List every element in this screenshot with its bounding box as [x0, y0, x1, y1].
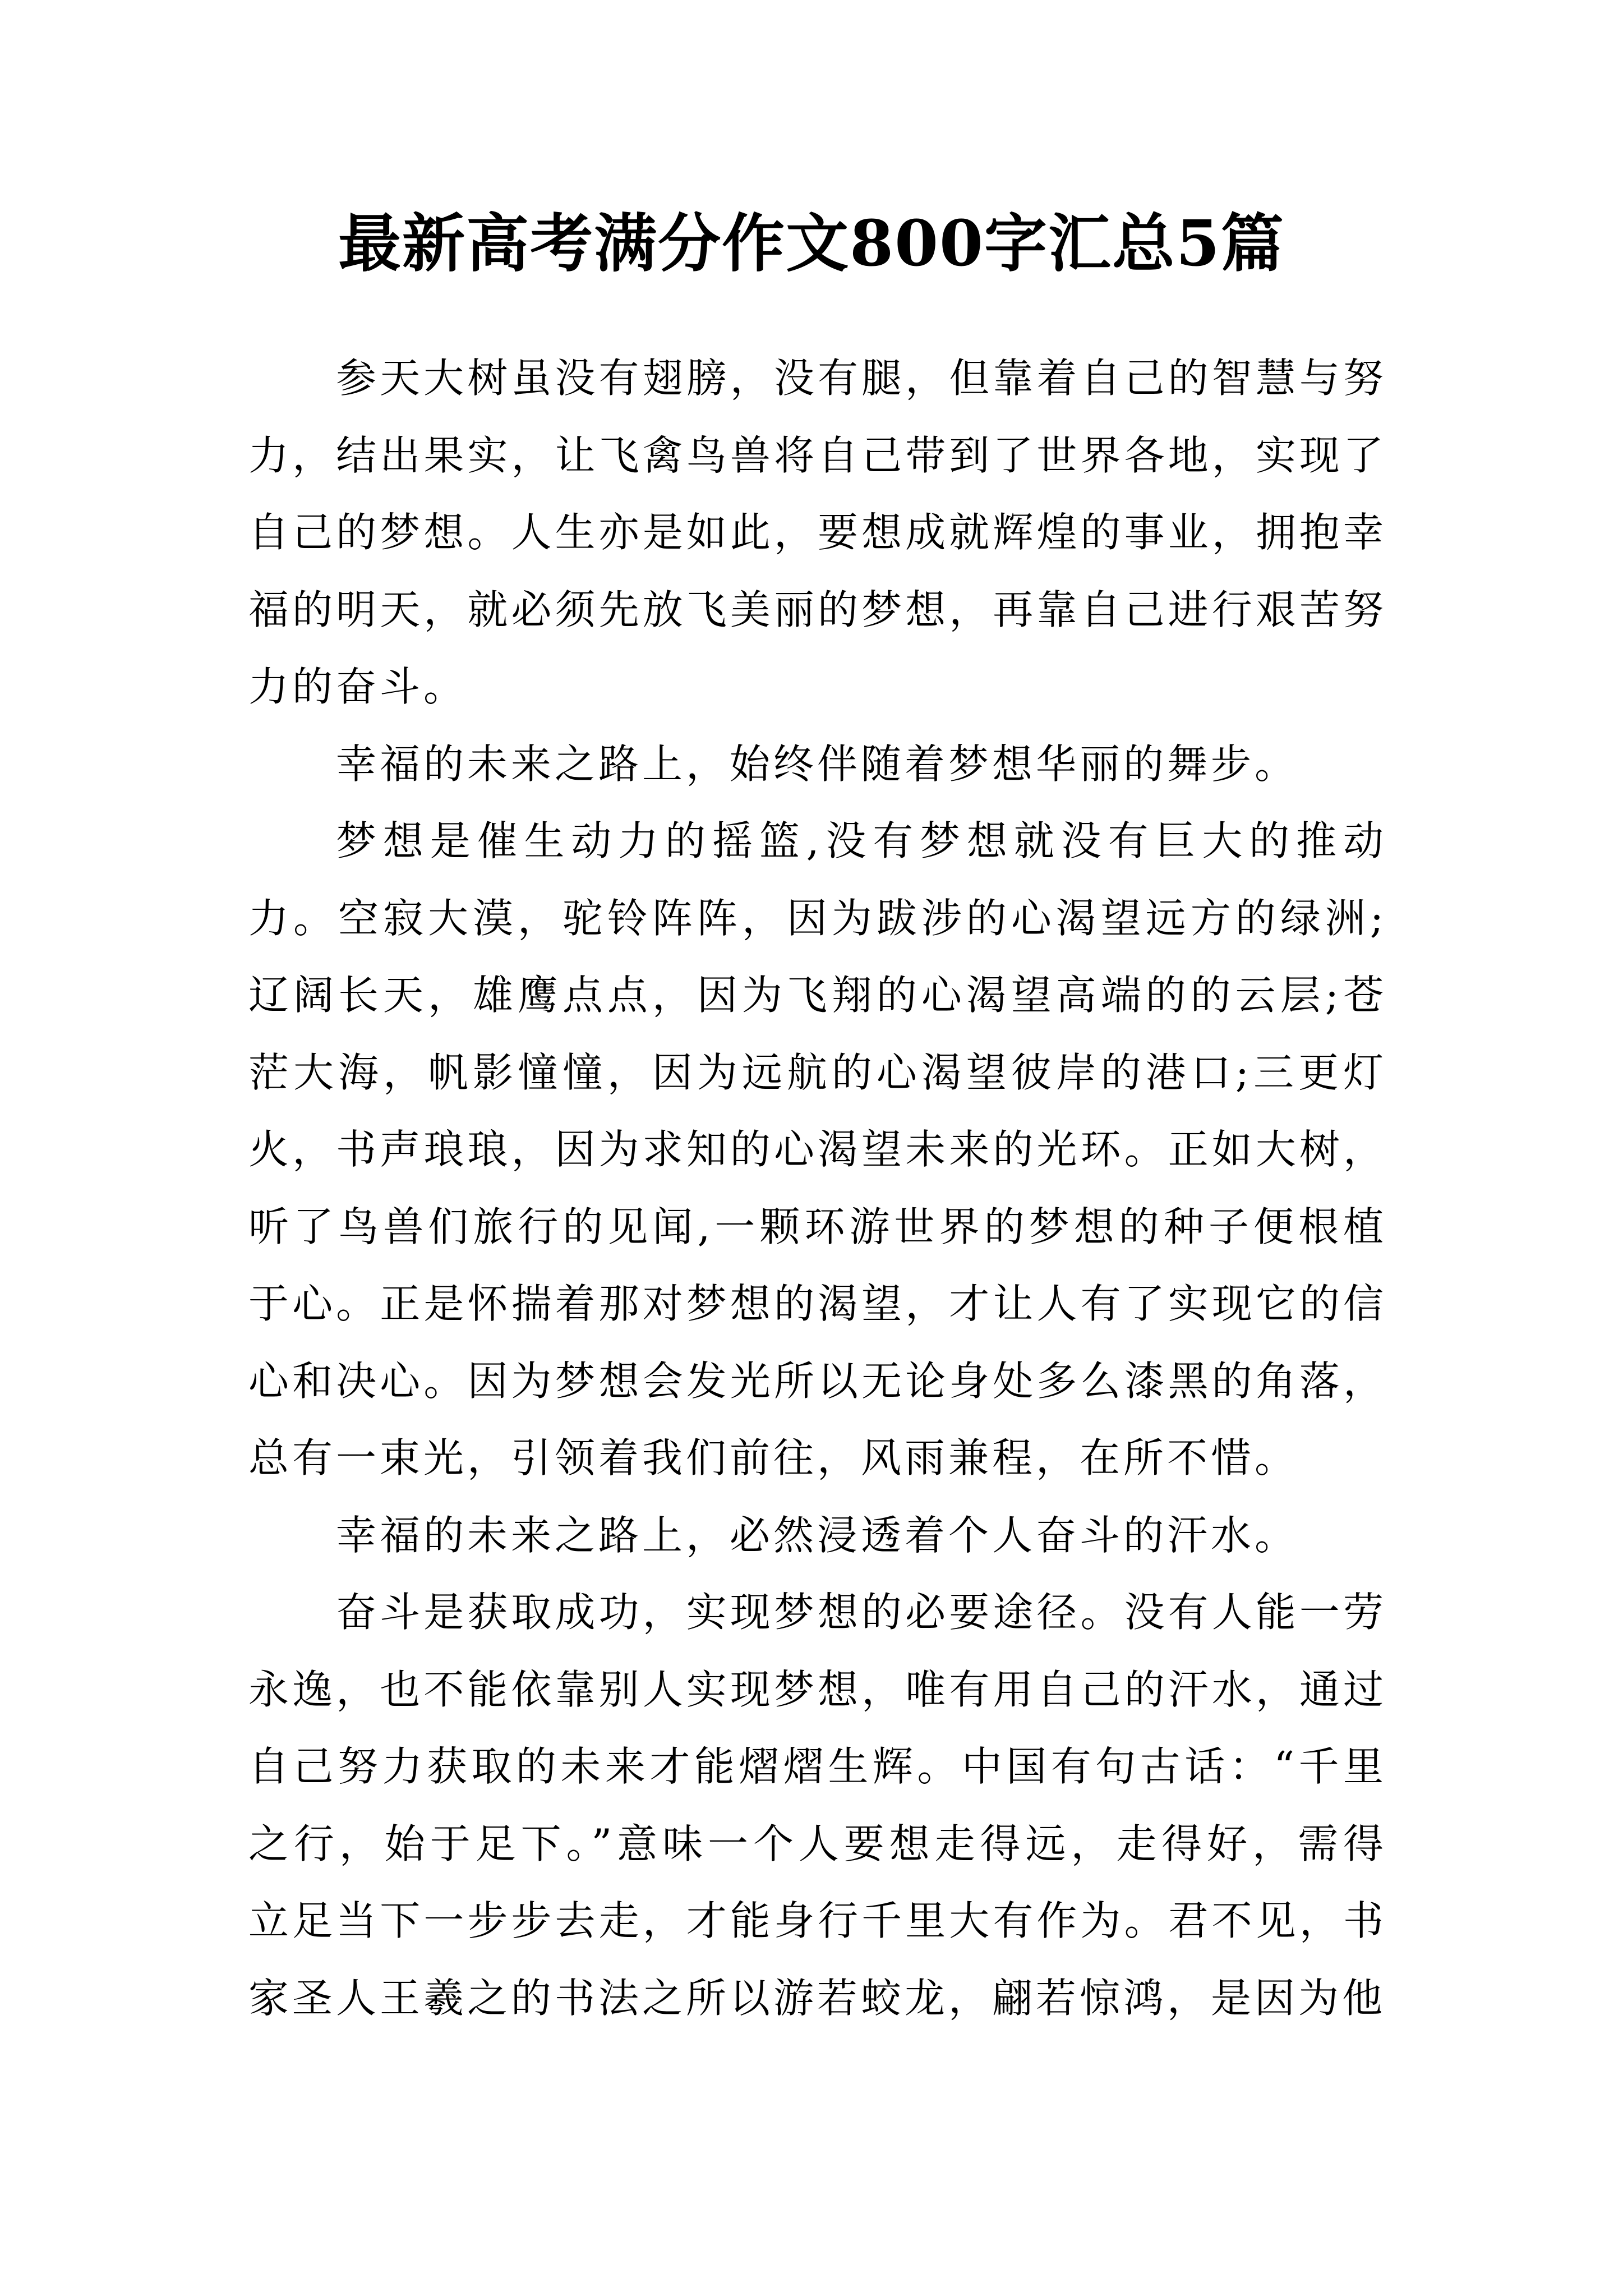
document-body	[248, 340, 1387, 2037]
document-title: 最新高考满分作文800字汇总5篇	[338, 207, 1285, 280]
paragraph-2: 幸福的未来之路上，始终伴随着梦想华丽的舞步。	[336, 740, 1299, 788]
paragraph-3: 梦想是催生动力的摇篮,没有梦想就没有巨大的推动力。空寂大漠，驼铃阵阵，因为跋涉的心渴望远方的绿洲;辽阔长天，雄鹰点点，因为飞翔的心渴望高端的的云层;苍茫大海，帆影憧憧，因为远航的心渴望彼岸的港口;三更灯火，书声琅琅，因为求知的心渴望未来的光环。正如大树，听了鸟兽们旅行的见闻,一颗环游世界的梦想的种子便根植于心。正是怀揣着那对梦想的渴望，才让人有了实现它的信心和决心。因为梦想会发光所以无论身处多么漆黑的角落，总有一束光，引领着我们前往，风雨兼程，在所不惜。	[248, 817, 1387, 1481]
paragraph-4: 幸福的未来之路上，必然浸透着个人奋斗的汗水。	[336, 1511, 1299, 1559]
paragraph-5: 奋斗是获取成功，实现梦想的必要途径。没有人能一劳永逸，也不能依靠别人实现梦想，唯有用自己的汗水，通过自己努力获取的未来才能熠熠生辉。中国有句古话：“千里之行，始于足下。”意味一个人要想走得远，走得好，需得立足当下一步步去走，才能身行千里大有作为。君不见，书家圣人王羲之的书法之所以游若蛟龙，翩若惊鸿，是因为他	[248, 1589, 1387, 2022]
paragraph-1: 参天大树虽没有翅膀，没有腿，但靠着自己的智慧与努力，结出果实，让飞禽鸟兽将自己带到了世界各地，实现了自己的梦想。人生亦是如此，要想成就辉煌的事业，拥抱幸福的明天，就必须先放飞美丽的梦想，再靠自己进行艰苦努力的奋斗。	[248, 355, 1387, 710]
